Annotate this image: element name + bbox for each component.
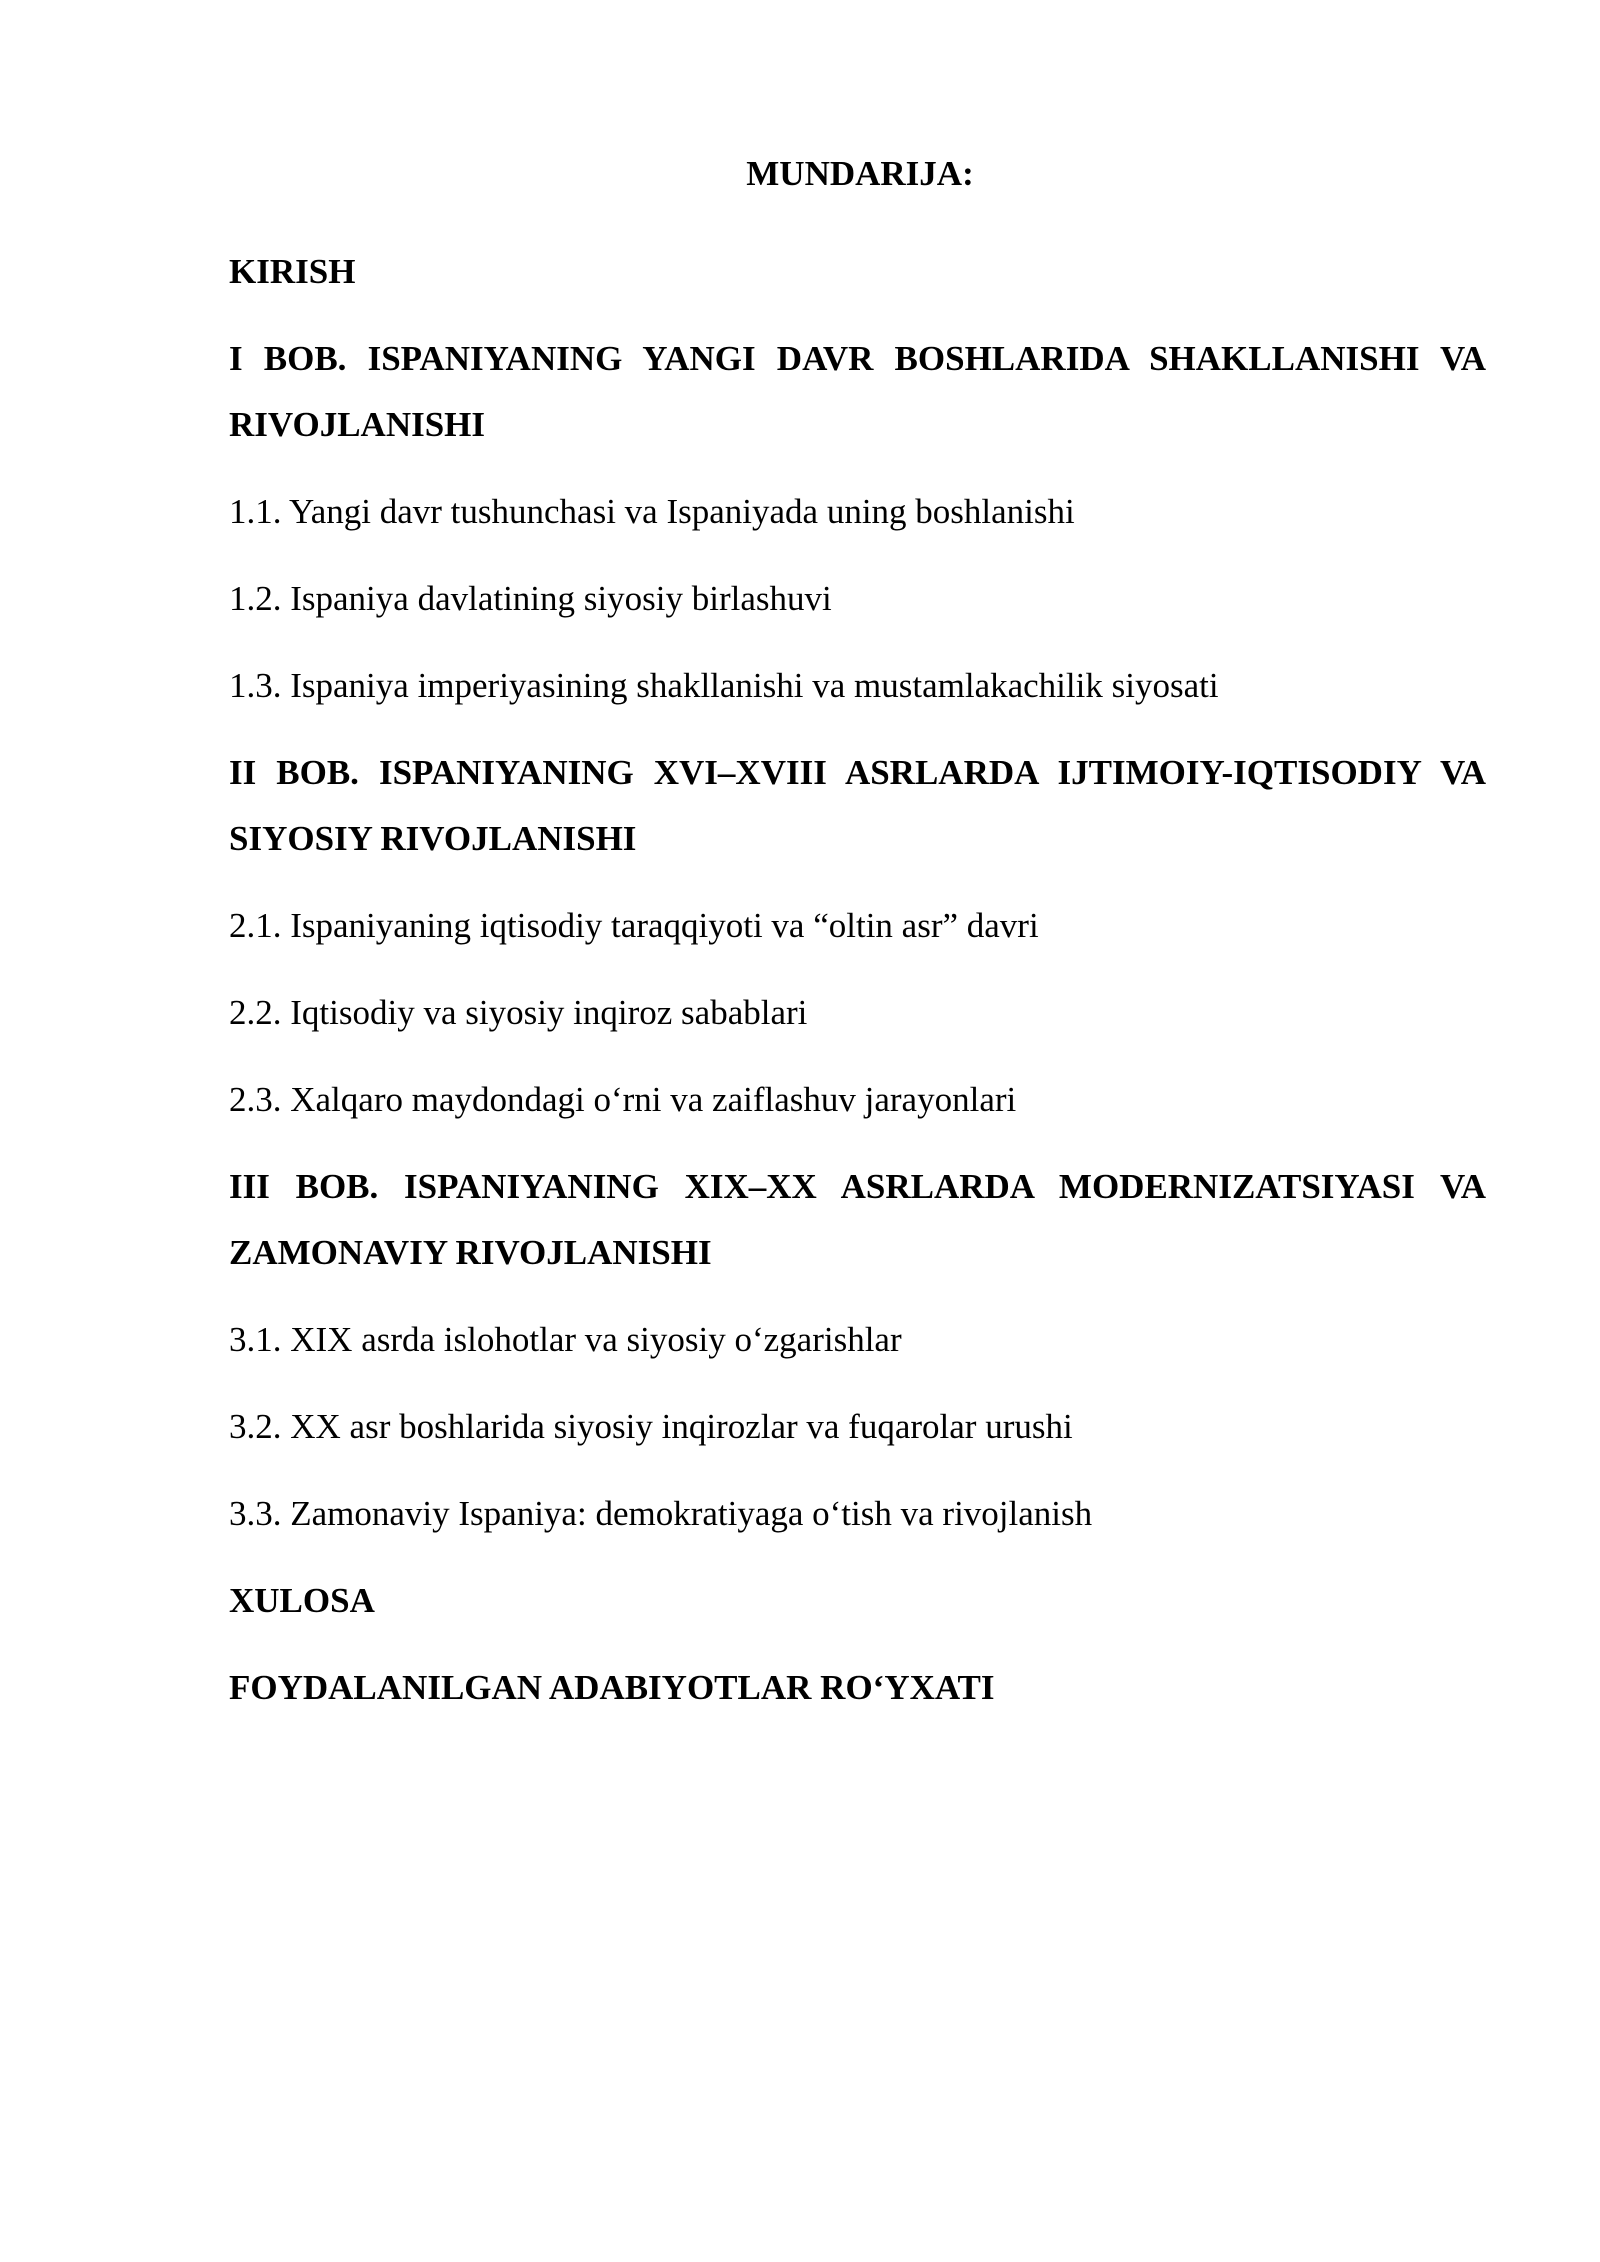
toc-section-3-1: 3.1. XIX asrda islohotlar va siyosiy o‘zgarishlar	[229, 1320, 902, 1359]
toc-entry-intro: KIRISH	[229, 252, 356, 291]
toc-section-2-2: 2.2. Iqtisodiy va siyosiy inqiroz sabablari	[229, 993, 808, 1032]
toc-chapter-3: III BOB. ISPANIYANING XIX–XX ASRLARDA MODERNIZATSIYASI VA ZAMONAVIY RIVOJLANISHI	[229, 1167, 1486, 1272]
toc-section-2-3: 2.3. Xalqaro maydondagi o‘rni va zaiflashuv jarayonlari	[229, 1080, 1017, 1119]
toc-section-1-1: 1.1. Yangi davr tushunchasi va Ispaniyada uning boshlanishi	[229, 492, 1075, 531]
toc-chapter-2: II BOB. ISPANIYANING XVI–XVIII ASRLARDA IJTIMOIY-IQTISODIY VA SIYOSIY RIVOJLANISHI	[229, 753, 1486, 858]
toc-section-3-2: 3.2. XX asr boshlarida siyosiy inqirozlar va fuqarolar urushi	[229, 1407, 1073, 1446]
toc-title: MUNDARIJA:	[746, 154, 974, 193]
toc-section-2-1: 2.1. Ispaniyaning iqtisodiy taraqqiyoti va “oltin asr” davri	[229, 906, 1039, 945]
toc-entry-conclusion: XULOSA	[229, 1581, 375, 1620]
toc-chapter-1: I BOB. ISPANIYANING YANGI DAVR BOSHLARIDA SHAKLLANISHI VA RIVOJLANISHI	[229, 339, 1486, 444]
table-of-contents	[229, 239, 1486, 1742]
toc-section-1-3: 1.3. Ispaniya imperiyasining shakllanishi va mustamlakachilik siyosati	[229, 666, 1219, 705]
toc-section-1-2: 1.2. Ispaniya davlatining siyosiy birlashuvi	[229, 579, 832, 618]
toc-entry-references: FOYDALANILGAN ADABIYOTLAR RO‘YXATI	[229, 1668, 995, 1707]
toc-section-3-3: 3.3. Zamonaviy Ispaniya: demokratiyaga o‘tish va rivojlanish	[229, 1494, 1093, 1533]
